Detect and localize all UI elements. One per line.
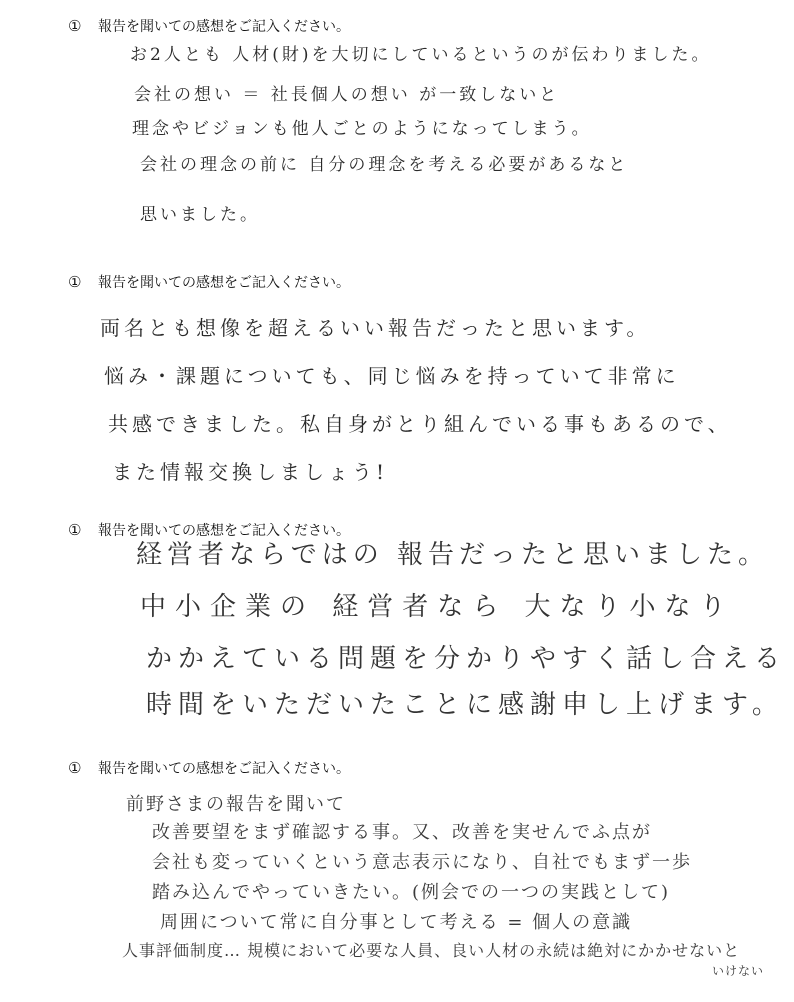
- handwritten-line: 両名とも想像を超えるいい報告だったと思います。: [100, 316, 651, 340]
- question-number: ①: [68, 17, 82, 35]
- handwritten-line: 前野さまの報告を聞いて: [126, 794, 346, 815]
- handwritten-line: いけない: [712, 964, 765, 978]
- handwritten-line: 理念やビジョンも他人ごとのようになってしまう。: [132, 119, 592, 139]
- question-number: ①: [68, 759, 82, 777]
- handwritten-line: 中小企業の 経営者なら 大なり小なり: [140, 592, 735, 622]
- handwritten-line: 会社も変っていくという意志表示になり、自社でもまず一歩: [152, 852, 692, 873]
- question-header: [68, 758, 350, 778]
- handwritten-line: 会社の理念の前に 自分の理念を考える必要があるなと: [140, 155, 629, 175]
- question-prompt: 報告を聞いての感想をご記入ください。: [98, 523, 350, 539]
- handwritten-line: かかえている問題を分かりやすく話し合える: [146, 644, 787, 674]
- question-number: ①: [68, 521, 82, 539]
- handwritten-line: 時間をいただいたことに感謝申し上げます。: [146, 690, 784, 720]
- handwritten-line: 人事評価制度… 規模において必要な人員、良い人材の永続は絶対にかかせないと: [122, 941, 741, 960]
- handwritten-line: また情報交換しましょう!: [112, 460, 389, 484]
- handwritten-line: お2人とも 人材(財)を大切にしているというのが伝わりました。: [130, 45, 712, 65]
- question-number: ①: [68, 273, 82, 291]
- handwritten-line: 経営者ならではの 報告だったと思いました。: [136, 540, 770, 570]
- question-header: [68, 272, 350, 292]
- question-prompt: 報告を聞いての感想をご記入ください。: [98, 761, 350, 777]
- handwritten-line: 思いました。: [140, 205, 260, 225]
- handwritten-line: 会社の想い ＝ 社長個人の想い が一致しないと: [134, 85, 560, 105]
- question-header: [68, 16, 350, 36]
- handwritten-line: 悩み・課題についても、同じ悩みを持っていて非常に: [104, 364, 680, 388]
- handwritten-line: 周囲について常に自分事として考える = 個人の意識: [160, 912, 633, 933]
- question-prompt: 報告を聞いての感想をご記入ください。: [98, 275, 350, 291]
- handwritten-line: 踏み込んでやっていきたい。(例会での一つの実践として): [152, 882, 671, 903]
- handwritten-line: 改善要望をまず確認する事。又、改善を実せんでふ点が: [152, 822, 652, 843]
- question-prompt: 報告を聞いての感想をご記入ください。: [98, 19, 350, 35]
- handwritten-line: 共感できました。私自身がとり組んでいる事もあるので、: [108, 412, 732, 436]
